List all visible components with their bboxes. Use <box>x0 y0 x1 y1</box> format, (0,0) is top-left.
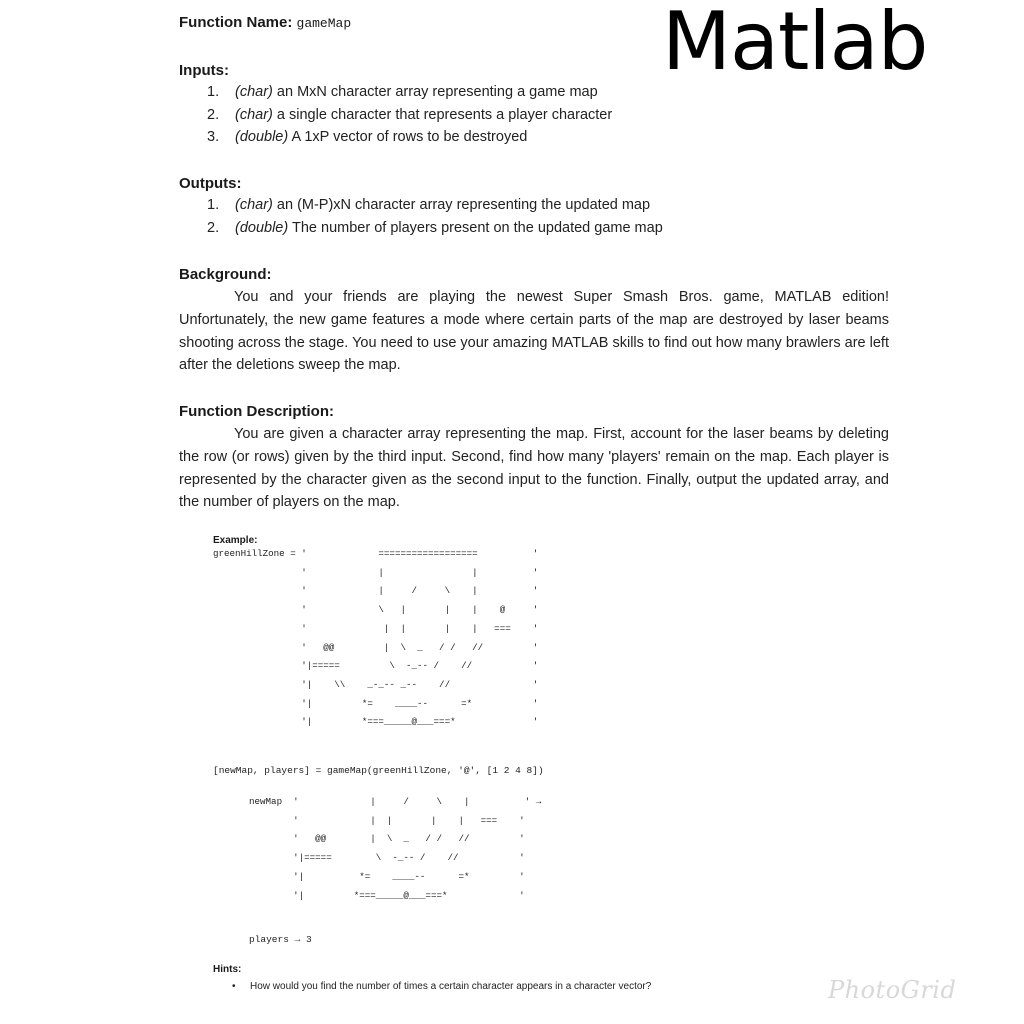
hint-item <box>232 980 702 994</box>
background-paragraph <box>179 286 889 377</box>
example-map-code: greenHillZone = ' ================== ' ' | | ' ' | / \ | ' ' \ | | | @ ' ' | | | | === ' ' @@ | \ _ / / // ' '|===== \ -_-- / // ' '| \\ _-_-- _-- // ' '| *= ____-- =* ' '| *===_____@___===* ' <box>213 548 539 728</box>
background-heading: Background: <box>179 266 272 283</box>
inputs-heading: Inputs: <box>179 62 229 79</box>
outputs-heading: Outputs: <box>179 175 242 192</box>
inputs-item: 2. (char) a single character that represents a player character <box>207 106 613 123</box>
function-name-label: Function Name: <box>179 14 293 31</box>
hints-list <box>232 980 702 994</box>
inputs-item: 1. (char) an MxN character array representing a game map <box>207 84 598 100</box>
outputs-item: 1. (char) an (M-P)xN character array representing the updated map <box>207 197 651 213</box>
example-label: Example: <box>213 535 258 546</box>
outputs-list <box>207 194 663 239</box>
description-text: You are given a character array representing the map. First, account for the laser beams by deleting the row (or rows) given by the third input. Second, find how many 'players' remain on the map. Each player is represented by the character given as the second input to the function. Finally, output the updated array, and the number of players on the map. <box>179 426 889 511</box>
overlay-title-matlab: Matlab <box>662 0 928 88</box>
inputs-item: 3. (double) A 1xP vector of rows to be destroyed <box>207 129 528 145</box>
bullet-icon: • <box>232 981 236 992</box>
example-function-call: [newMap, players] = gameMap(greenHillZone, '@', [1 2 4 8]) <box>213 765 544 776</box>
function-name-line <box>179 14 351 31</box>
description-paragraph <box>179 423 889 514</box>
outputs-item: 2. (double) The number of players present on the updated game map <box>207 219 663 236</box>
function-name-value: gameMap <box>296 16 352 31</box>
example-new-map-code: newMap ' | / \ | ' → ' | | | | === ' ' @@ | \ _ / / // ' '|===== \ -_-- / // ' '| *= ____-- =* ' '| *===_____@___===* ' <box>249 796 542 901</box>
inputs-list <box>207 81 612 149</box>
photogrid-watermark: PhotoGrid <box>828 976 957 1004</box>
hints-heading: Hints: <box>213 964 242 975</box>
description-heading: Function Description: <box>179 403 334 420</box>
hint-text: How would you find the number of times a certain character appears in a character vector? <box>250 981 652 992</box>
example-players-result: players → 3 <box>249 934 312 945</box>
background-text: You and your friends are playing the newest Super Smash Bros. game, MATLAB edition! Unfortunately, the new game features a mode where certain parts of the map are destroyed by laser beams shooting across the stage. You need to use your amazing MATLAB skills to find out how many brawlers are left after the deletions sweep the map. <box>179 289 889 374</box>
